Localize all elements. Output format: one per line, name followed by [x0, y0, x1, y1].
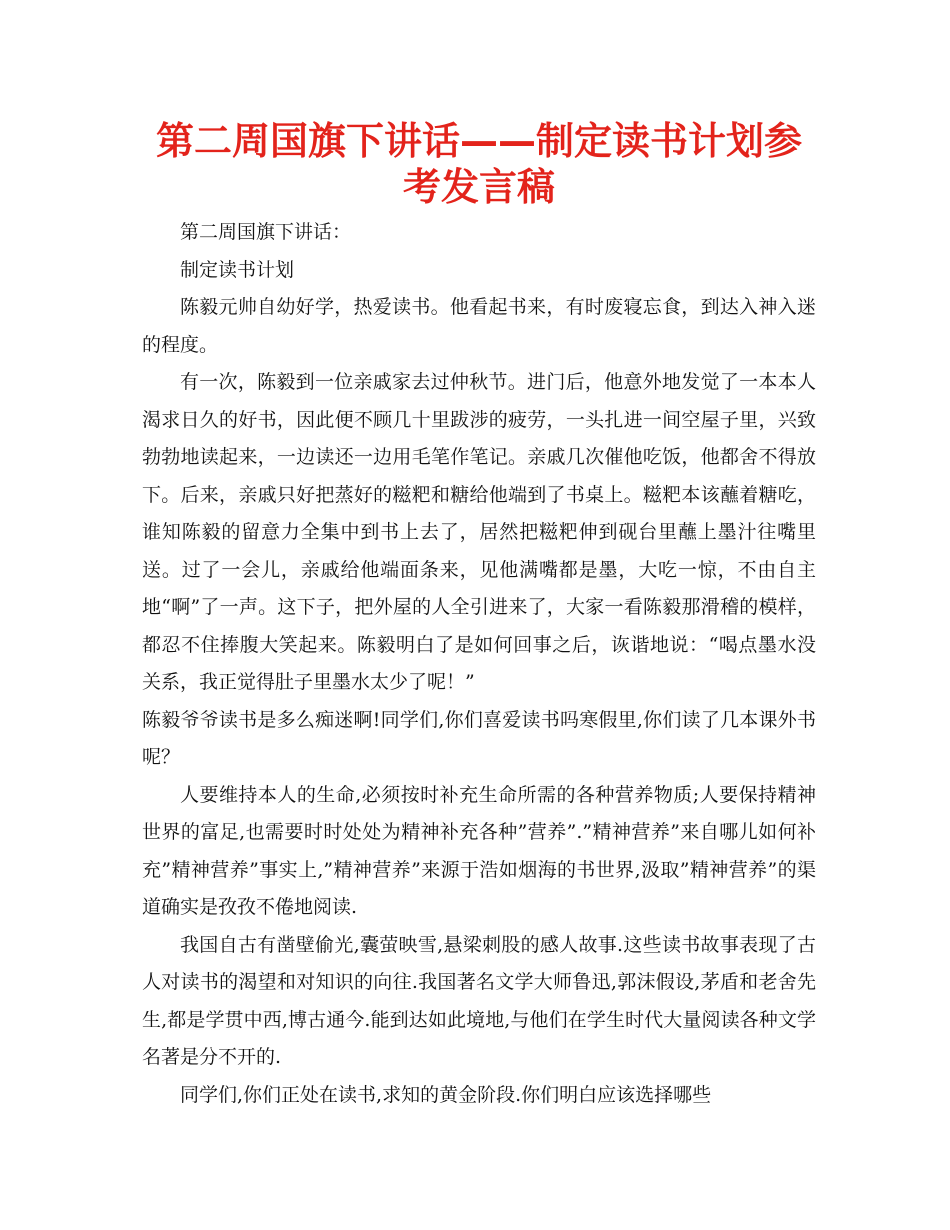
document-body	[142, 214, 816, 1114]
paragraph: 陈毅元帅自幼好学，热爱读书。他看起书来，有时废寝忘食，到达入神入迷的程度。	[142, 296, 816, 356]
paragraph: 同学们,你们正处在读书,求知的黄金阶段.你们明白应该选择哪些	[180, 1083, 712, 1106]
paragraph-heading-1: 第二周国旗下讲话：	[180, 221, 352, 243]
paragraph: 有一次，陈毅到一位亲戚家去过仲秋节。进门后，他意外地发觉了一本本人渴求日久的好书，因此便不顾几十里跋涉的疲劳，一头扎进一间空屋子里，兴致勃勃地读起来，一边读还一边用毛笔作笔记。亲戚几次催他吃饭，他都舍不得放下。后来，亲戚只好把蒸好的糍粑和糖给他端到了书桌上。糍粑本该蘸着糖吃，谁知陈毅的留意力全集中到书上去了，居然把糍粑伸到砚台里蘸上墨汁往嘴里送。过了一会儿，亲戚给他端面条来，见他满嘴都是墨，大吃一惊，不由自主地“啊”了一声。这下子，把外屋的人全引进来了，大家一看陈毅那滑稽的模样，都忍不住捧腹大笑起来。陈毅明白了是如何回事之后，诙谐地说：“喝点墨水没关系，我正觉得肚子里墨水太少了呢！”	[142, 371, 816, 693]
paragraph: 我国自古有凿壁偷光,囊萤映雪,悬梁刺股的感人故事.这些读书故事表现了古人对读书的渴望和对知识的向往.我国著名文学大师鲁迅,郭沫假设,茅盾和老舍先生,都是学贯中西,博古通今.能到达如此境地,与他们在学生时代大量阅读各种文学名著是分不开的.	[142, 933, 816, 1068]
paragraph-heading-2: 制定读书计划	[180, 258, 295, 281]
document-title: 第二周国旗下讲话——制定读书计划参考发言稿	[155, 119, 802, 209]
paragraph: 人要维持本人的生命,必须按时补充生命所需的各种营养物质;人要保持精神世界的富足,也需要时时处处为精神补充各种”营养”.”精神营养”来自哪儿如何补充”精神营养”事实上,”精神营养”来源于浩如烟海的书世界,汲取”精神营养”的渠道确实是孜孜不倦地阅读.	[142, 783, 816, 918]
paragraph: 陈毅爷爷读书是多么痴迷啊!同学们,你们喜爱读书吗寒假里,你们读了几本课外书呢？	[142, 708, 816, 768]
